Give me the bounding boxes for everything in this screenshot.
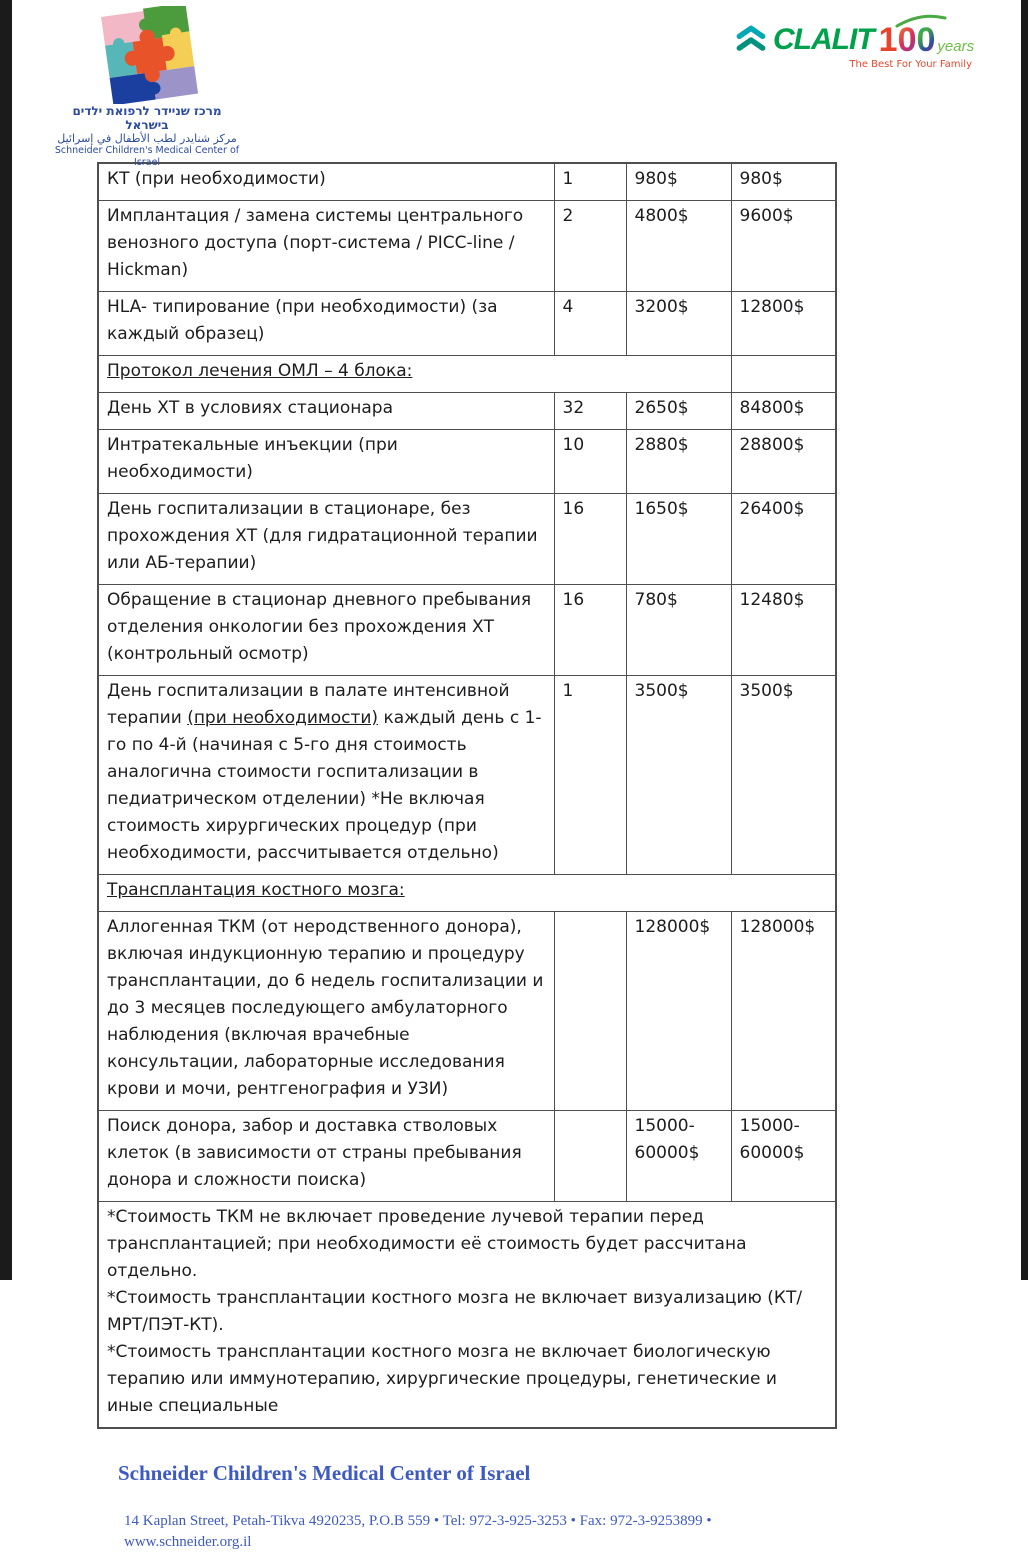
cell-description: День ХТ в условиях стационара <box>98 393 554 430</box>
section-header-cell: Протокол лечения ОМЛ – 4 блока: <box>98 356 731 393</box>
photo-edge-right <box>1021 0 1028 1280</box>
note-line: *Стоимость трансплантации костного мозга не включает биологическую терапию или иммунотерапию, хирургические процедуры, генетические и иные специальные <box>107 1342 777 1416</box>
description-underlined-part: (при необходимости) <box>187 708 379 728</box>
page-header <box>0 0 1028 168</box>
table-row <box>98 494 836 585</box>
cell-total: 15000-60000$ <box>731 1111 836 1202</box>
table-row <box>98 292 836 356</box>
cell-qty: 1 <box>554 676 626 875</box>
cell-total: 84800$ <box>731 393 836 430</box>
cell-total: 980$ <box>731 163 836 201</box>
clalit-mark-icon <box>733 22 769 58</box>
description-part: День госпитализации в палате интенсивной терапии <box>107 681 510 728</box>
cell-qty: 2 <box>554 201 626 292</box>
cell-total: 28800$ <box>731 430 836 494</box>
cell-price: 4800$ <box>626 201 731 292</box>
cell-description: Интратекальные инъекции (при необходимости) <box>98 430 554 494</box>
schneider-name-english: Schneider Children's Medical Center of Israel <box>54 145 240 168</box>
clalit-brand-text: CLALIT <box>773 23 874 56</box>
footer-address-line2: www.schneider.org.il <box>124 1534 252 1550</box>
cell-qty: 1 <box>554 163 626 201</box>
table-row <box>98 430 836 494</box>
schneider-name-arabic: مركز شنايدر لطب الأطفال في إسرائيل <box>57 132 237 145</box>
clalit-digit-1: 1 <box>878 21 898 59</box>
schneider-logo <box>52 6 242 169</box>
clalit-tagline: The Best For Your Family <box>849 59 972 70</box>
cell-price: 1650$ <box>626 494 731 585</box>
section-header-cell: Трансплантация костного мозга: <box>98 875 836 912</box>
table-row <box>98 1202 836 1429</box>
cell-price: 15000-60000$ <box>626 1111 731 1202</box>
puzzle-logo-icon <box>84 6 210 104</box>
clalit-swoosh-icon <box>895 14 947 28</box>
clalit-100-mark <box>879 23 974 57</box>
table-row <box>98 912 836 1111</box>
note-line: *Стоимость трансплантации костного мозга не включает визуализацию (КТ/МРТ/ПЭТ-КТ). <box>107 1288 803 1335</box>
cell-total-empty <box>731 356 836 393</box>
cell-description: Обращение в стационар дневного пребывания отделения онкологии без прохождения ХТ (контрольный осмотр) <box>98 585 554 676</box>
cell-description: Поиск донора, забор и доставка стволовых клеток (в зависимости от страны пребывания донора и сложности поиска) <box>98 1111 554 1202</box>
cell-price: 2650$ <box>626 393 731 430</box>
cell-total: 3500$ <box>731 676 836 875</box>
cell-qty: 32 <box>554 393 626 430</box>
clalit-years-text: years <box>937 38 975 55</box>
table-row <box>98 1111 836 1202</box>
cell-price: 128000$ <box>626 912 731 1111</box>
cell-total: 128000$ <box>731 912 836 1111</box>
schneider-name-hebrew: מרכז שניידר לרפואת ילדים בישראל <box>72 104 222 132</box>
cell-price: 780$ <box>626 585 731 676</box>
photo-edge-left <box>0 0 12 1280</box>
description-part: каждый день с 1-го по 4-й (начиная с 5-го дня стоимость аналогична стоимости госпитализации в педиатрическом отделении) *Не включая стоимость хирургических процедур (при необходимости, рассчитывается отдельно) <box>107 708 542 863</box>
clalit-digit-0a: 0 <box>897 21 917 59</box>
cell-total: 12480$ <box>731 585 836 676</box>
table-row <box>98 393 836 430</box>
price-table <box>97 162 837 1429</box>
cell-qty: 16 <box>554 494 626 585</box>
cell-total: 9600$ <box>731 201 836 292</box>
cell-qty: 4 <box>554 292 626 356</box>
cell-qty <box>554 1111 626 1202</box>
note-line: *Стоимость ТКМ не включает проведение лучевой терапии перед трансплантацией; при необходимости её стоимость будет рассчитана отдельно. <box>107 1207 747 1281</box>
table-row <box>98 875 836 912</box>
footer-hospital-name: Schneider Children's Medical Center of Israel <box>118 1461 531 1485</box>
cell-description <box>98 676 554 875</box>
cell-description: День госпитализации в стационаре, без прохождения ХТ (для гидратационной терапии или АБ-терапии) <box>98 494 554 585</box>
cell-total: 12800$ <box>731 292 836 356</box>
page-footer <box>118 1461 838 1553</box>
cell-description: КТ (при необходимости) <box>98 163 554 201</box>
clalit-digit-0b: 0 <box>916 21 936 59</box>
cell-price: 2880$ <box>626 430 731 494</box>
cell-qty: 16 <box>554 585 626 676</box>
table-row <box>98 585 836 676</box>
table-row <box>98 356 836 393</box>
cell-total: 26400$ <box>731 494 836 585</box>
cell-price: 3200$ <box>626 292 731 356</box>
table-row <box>98 676 836 875</box>
cell-price: 3500$ <box>626 676 731 875</box>
cell-description: HLA- типирование (при необходимости) (за каждый образец) <box>98 292 554 356</box>
cell-description: Имплантация / замена системы центрального венозного доступа (порт-система / PICC-line / Hickman) <box>98 201 554 292</box>
clalit-logo <box>733 22 978 82</box>
footer-address <box>124 1511 838 1553</box>
cell-qty <box>554 912 626 1111</box>
notes-cell <box>98 1202 836 1429</box>
cell-description: Аллогенная ТКМ (от неродственного донора), включая индукционную терапию и процедуру трансплантации, до 6 недель госпитализации и до 3 месяцев последующего амбулаторного наблюдения (включая врачебные консультации, лабораторные исследования крови и мочи, рентгенография и УЗИ) <box>98 912 554 1111</box>
cell-qty: 10 <box>554 430 626 494</box>
table-row <box>98 201 836 292</box>
footer-address-line1: 14 Kaplan Street, Petah-Tikva 4920235, P.O.B 559 • Tel: 972-3-925-3253 • Fax: 972-3-9253899 • <box>124 1513 712 1529</box>
cell-price: 980$ <box>626 163 731 201</box>
